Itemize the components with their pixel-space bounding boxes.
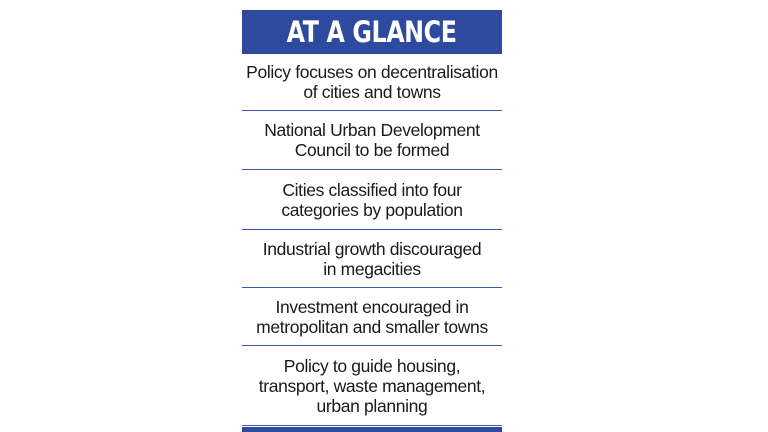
list-item-industrial-growth <box>242 230 502 288</box>
panel-title: AT A GLANCE <box>287 15 457 49</box>
list-item-policy-guide <box>242 346 502 426</box>
list-item-decentralisation <box>242 54 502 111</box>
list-item-text: Policy to guide housing, transport, waste management, urban planning <box>258 355 486 416</box>
list-item-council <box>242 111 502 170</box>
list-item-text: Policy focuses on decentralisation of cities and towns <box>246 62 498 102</box>
list-item-text: National Urban Development Council to be formed <box>264 120 480 160</box>
panel-header <box>242 10 502 54</box>
at-a-glance-panel <box>242 10 502 432</box>
list-item-text: Investment encouraged in metropolitan and smaller towns <box>256 296 488 337</box>
list-item-investment <box>242 288 502 346</box>
bottom-accent-bar <box>242 427 502 432</box>
list-item-text: Industrial growth discouraged in megacities <box>262 238 482 279</box>
list-item-text: Cities classified into four categories by population <box>281 179 463 220</box>
list-item-city-classification <box>242 170 502 230</box>
